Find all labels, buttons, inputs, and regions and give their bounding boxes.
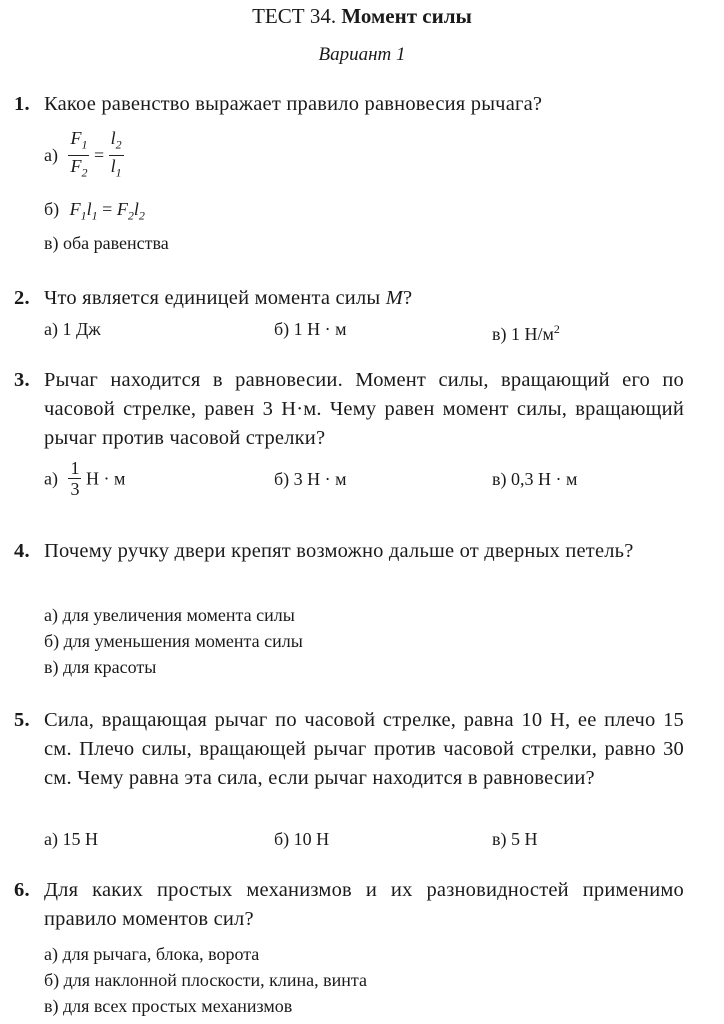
q4-option-b[interactable]: б) для уменьшения момента силы (44, 631, 303, 651)
q6-option-c[interactable]: в) для всех простых механизмов (44, 996, 293, 1016)
question-text: Сила, вращающая рычаг по часовой стрелке, равна 10 Н, ее плечо 15 см. Плечо силы, вращающей рычаг против часовой стрелки, равно 30 см. Чему равна эта сила, если рычаг находится в равновесии? (44, 709, 684, 789)
q1-option-c[interactable]: в) оба равенства (44, 233, 169, 253)
question-5 (14, 706, 684, 793)
formula-fraction-f: $\frac{F_1}{F_2}$ (70, 128, 88, 180)
question-number: 6. (14, 879, 30, 901)
formula-fraction-l: $\frac{l_2}{l_1}$ (110, 128, 122, 180)
q3-option-a[interactable] (44, 458, 125, 499)
question-number: 3. (14, 369, 30, 391)
q6-option-b[interactable]: б) для наклонной плоскости, клина, винта (44, 970, 367, 990)
question-text: Рычаг находится в равновесии. Момент силы, вращающий его по часовой стрелке, равен 3 Н·м. Чему равен момент силы, вращающий рычаг против часовой стрелки? (44, 369, 684, 449)
question-number: 4. (14, 540, 30, 562)
question-text: Для каких простых механизмов и их разновидностей применимо правило моментов сил? (44, 879, 684, 930)
question-number: 5. (14, 709, 30, 731)
formula-fraction-third: $\frac{1}{3}$ (70, 458, 80, 499)
q3-option-c[interactable]: в) 0,3 Н · м (492, 469, 578, 489)
question-3 (14, 366, 684, 453)
q3-option-b[interactable]: б) 3 Н · м (274, 469, 347, 489)
question-text: Что является единицей момента силы M? (44, 287, 413, 309)
q5-option-b[interactable]: б) 10 Н (274, 829, 330, 849)
q1-option-a[interactable] (44, 128, 124, 182)
option-label: а) (44, 468, 58, 489)
q2-option-b[interactable]: б) 1 Н · м (274, 319, 347, 339)
question-2 (14, 284, 684, 313)
q1-option-b[interactable] (44, 198, 145, 227)
question-6 (14, 876, 684, 934)
title-topic: Момент силы (341, 4, 472, 28)
question-4 (14, 537, 684, 566)
unit-label: Н · м (85, 468, 126, 489)
q6-option-a[interactable]: а) для рычага, блока, ворота (44, 944, 260, 964)
question-number: 2. (14, 287, 30, 309)
question-text: Почему ручку двери крепят возможно дальше от дверных петель? (44, 540, 634, 562)
question-text: Какое равенство выражает правило равновесия рычага? (44, 93, 543, 115)
equals-sign: = (93, 145, 105, 166)
q2-option-c[interactable]: в) 1 $Н/м^2$ (492, 322, 560, 344)
option-label: б) (44, 199, 60, 219)
question-1 (14, 90, 684, 119)
option-label: а) (44, 145, 58, 166)
title-prefix: ТЕСТ 34. (252, 4, 337, 28)
question-number: 1. (14, 93, 30, 115)
q5-option-c[interactable]: в) 5 Н (492, 829, 538, 849)
formula-product: $F_1l_1 = F_2l_2$ (69, 199, 145, 223)
variant-label: Вариант 1 (318, 44, 406, 65)
q4-option-c[interactable]: в) для красоты (44, 657, 157, 677)
page-title (0, 4, 724, 29)
q5-option-a[interactable]: а) 15 Н (44, 829, 98, 849)
q2-option-a[interactable]: а) 1 Дж (44, 319, 101, 339)
q4-option-a[interactable]: а) для увеличения момента силы (44, 605, 295, 625)
